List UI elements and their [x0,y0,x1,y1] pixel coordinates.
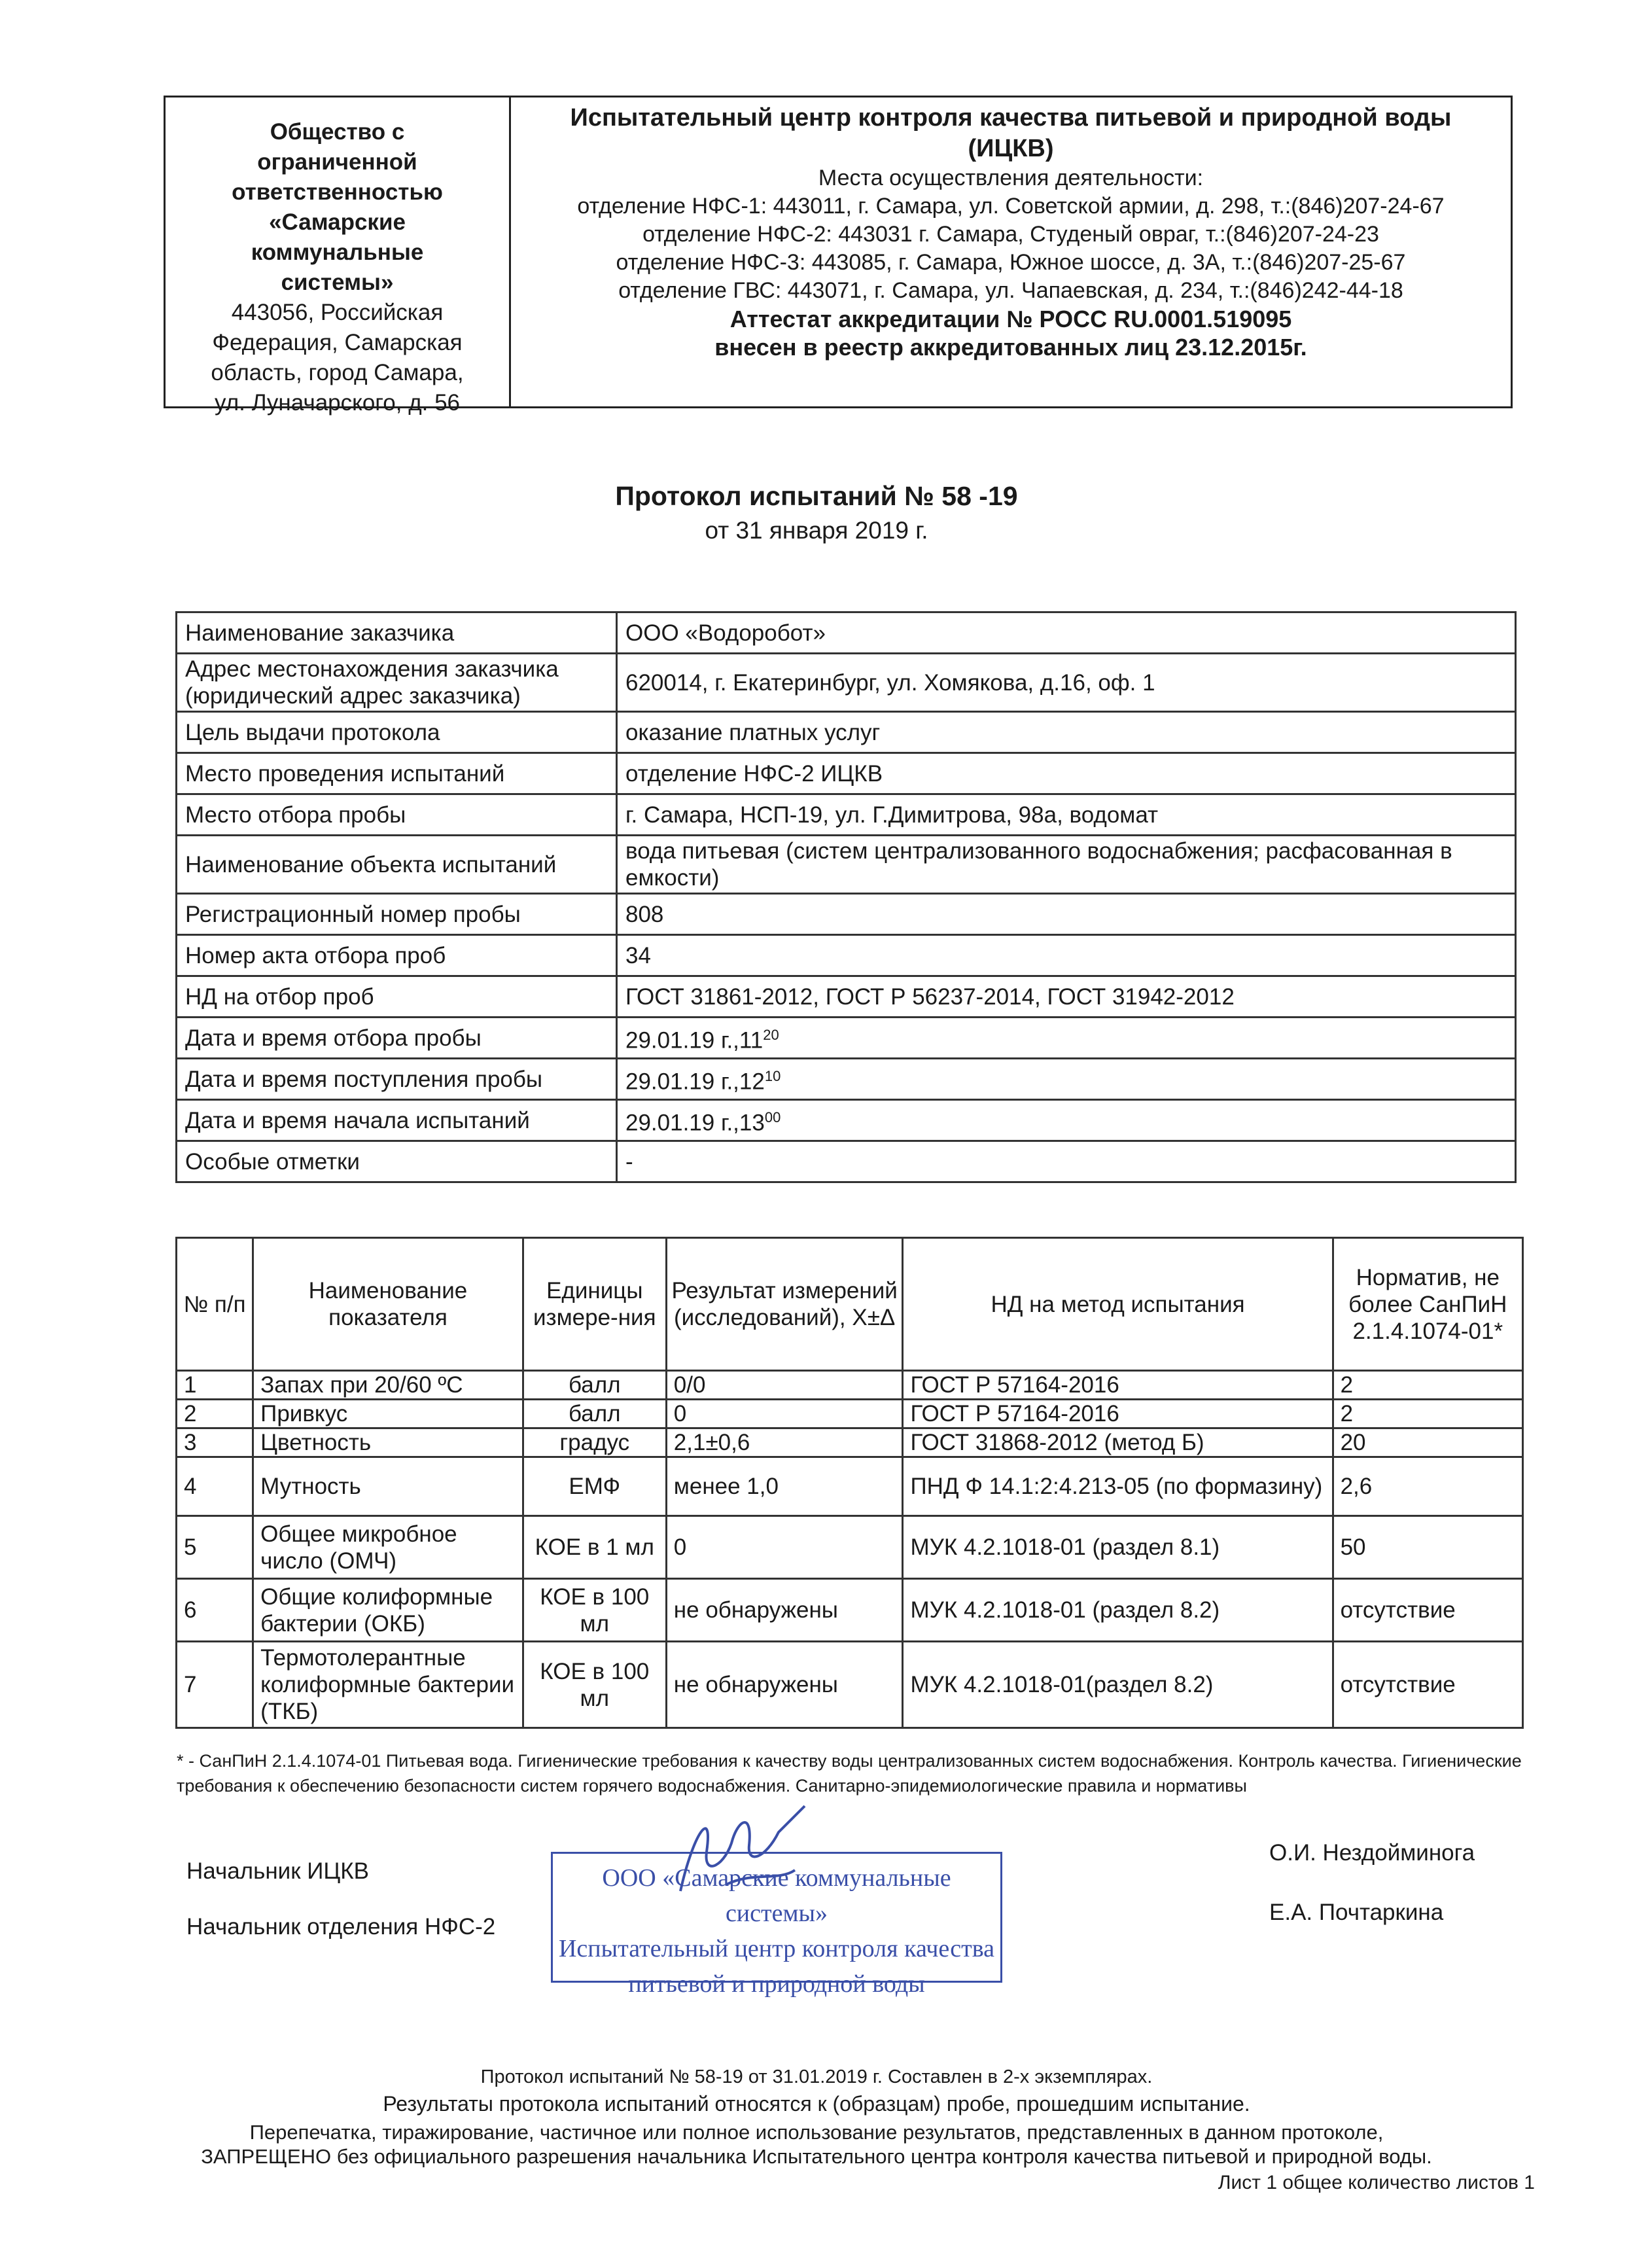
cell-unit: ЕМФ [523,1457,666,1516]
cell-result: не обнаружены [666,1642,903,1728]
org-line: ответственностью [232,179,443,205]
info-value: ГОСТ 31861-2012, ГОСТ Р 56237-2014, ГОСТ 31942-2012 [617,976,1516,1018]
activity-heading: Места осуществления деятельности: [818,166,1204,190]
info-row [177,1059,1516,1100]
time-minutes: 00 [764,1109,781,1126]
cell-name: Общее микробное число (ОМЧ) [253,1516,523,1579]
table-row [177,1516,1523,1579]
cell-name: Привкус [253,1400,523,1428]
info-value: 29.01.19 г.,12 [625,1069,765,1095]
cell-num: 7 [177,1642,253,1728]
info-value: г. Самара, НСП-19, ул. Г.Димитрова, 98а, водомат [617,794,1516,836]
table-row [177,1371,1523,1400]
protocol-date: от 31 января 2019 г. [705,517,928,544]
cell-unit: балл [523,1371,666,1400]
cell-norm: 50 [1333,1516,1522,1579]
header-num: № п/п [177,1238,253,1371]
info-value: 29.01.19 г.,11 [625,1027,764,1054]
info-value-cell [617,1100,1516,1141]
copyright-note: Перепечатка, тиражирование, частичное или полное использование результатов, представленных в данном протоколе, [249,2121,1384,2144]
results-header-row [177,1238,1523,1371]
cell-unit: КОЕ в 100 мл [523,1579,666,1642]
cell-norm: 2 [1333,1371,1522,1400]
info-value: вода питьевая (систем централизованного водоснабжения; расфасованная в емкости) [617,836,1516,894]
cell-method: ГОСТ 31868-2012 (метод Б) [903,1428,1333,1457]
info-value: - [617,1141,1516,1182]
info-row [177,712,1516,753]
letterhead [164,96,1513,416]
cell-unit: КОЕ в 100 мл [523,1642,666,1728]
cell-result: менее 1,0 [666,1457,903,1516]
results-note: Результаты протокола испытаний относятся к (образцам) пробе, прошедшим испытание. [383,2092,1250,2116]
department-line: отделение ГВС: 443071, г. Самара, ул. Чапаевская, д. 234, т.:(846)242-44-18 [618,278,1403,303]
info-row [177,1141,1516,1182]
info-row [177,753,1516,794]
cell-name: Общие колиформные бактерии (ОКБ) [253,1579,523,1642]
info-value: 620014, г. Екатеринбург, ул. Хомякова, д.16, оф. 1 [617,654,1516,712]
cell-name: Термотолерантные колиформные бактерии (ТКБ) [253,1642,523,1728]
info-row [177,654,1516,712]
head-title: Начальник ИЦКВ [186,1858,370,1884]
info-key: Особые отметки [177,1141,617,1182]
protocol-title: Протокол испытаний № 58 -19 [615,481,1018,511]
info-row [177,894,1516,935]
org-line: ограниченной [257,149,417,175]
cell-num: 5 [177,1516,253,1579]
sheet-counter: Лист 1 общее количество листов 1 [1218,2172,1535,2193]
cell-num: 3 [177,1428,253,1457]
cell-norm: отсутствие [1333,1579,1522,1642]
info-key: Место проведения испытаний [177,753,617,794]
cell-name: Цветность [253,1428,523,1457]
cell-unit: КОЕ в 1 мл [523,1516,666,1579]
table-row [177,1400,1523,1428]
prohibition-note: ЗАПРЕЩЕНО без официального разрешения начальника Испытательного центра контроля качества питьевой и природной воды. [201,2145,1432,2168]
header-unit: Единицы измере-ния [523,1238,666,1371]
info-value: ООО «Водоробот» [617,612,1516,654]
info-value-cell [617,1059,1516,1100]
info-value: 808 [617,894,1516,935]
info-key: Дата и время поступления пробы [177,1059,617,1100]
organization-block [166,97,511,416]
department-line: отделение НФС-3: 443085, г. Самара, Южное шоссе, д. 3А, т.:(846)207-25-67 [616,250,1406,275]
cell-norm: отсутствие [1333,1642,1522,1728]
test-center-title: Испытательный центр контроля качества питьевой и природной воды (ИЦКВ) [570,104,1452,162]
stamp-line: ООО «Самарские коммунальные системы» [602,1864,951,1927]
handwritten-signature [654,1793,824,1911]
address-line: Федерация, Самарская [212,330,463,355]
cell-method: ГОСТ Р 57164-2016 [903,1371,1333,1400]
info-key: Цель выдачи протокола [177,712,617,753]
organization-name [166,117,509,298]
table-row [177,1579,1523,1642]
info-key: Номер акта отбора проб [177,935,617,976]
cell-result: 2,1±0,6 [666,1428,903,1457]
address-line: 443056, Российская [231,300,444,325]
cell-name: Запах при 20/60 ºС [253,1371,523,1400]
time-minutes: 10 [764,1068,781,1085]
info-row [177,794,1516,836]
info-key: Адрес местонахождения заказчика (юридический адрес заказчика) [177,654,617,712]
header-result: Результат измерений (исследований), Х±Δ [666,1238,903,1371]
sanpin-footnote: * - СанПиН 2.1.4.1074-01 Питьевая вода. Гигиенические требования к качеству воды централизованных систем водоснабжения. Контроль качества. Гигиенические требования к обеспечению безопасности систем горячего водоснабжения. Санитарно-эпидемиологические правила и нормативы [177,1751,1522,1796]
results-table [175,1237,1524,1729]
cell-unit: градус [523,1428,666,1457]
info-key: Дата и время отбора пробы [177,1018,617,1059]
info-key: Наименование заказчика [177,612,617,654]
time-minutes: 20 [763,1027,779,1044]
cell-num: 1 [177,1371,253,1400]
head-name: О.И. Нездойминога [1269,1840,1475,1866]
cell-result: 0/0 [666,1371,903,1400]
info-row [177,935,1516,976]
info-value-cell [617,1018,1516,1059]
header-method: НД на метод испытания [903,1238,1333,1371]
info-key: Место отбора пробы [177,794,617,836]
org-line: «Самарские [269,209,406,235]
info-row [177,976,1516,1018]
cell-result: 0 [666,1400,903,1428]
info-row [177,836,1516,894]
address-line: ул. Луначарского, д. 56 [214,390,461,416]
copies-note: Протокол испытаний № 58-19 от 31.01.2019 г. Составлен в 2-х экземплярах. [480,2066,1153,2087]
org-line: Общество с [270,119,405,145]
cell-method: ГОСТ Р 57164-2016 [903,1400,1333,1428]
table-row [177,1457,1523,1516]
cell-result: не обнаружены [666,1579,903,1642]
header-name: Наименование показателя [253,1238,523,1371]
accreditation-line: Аттестат аккредитации № РОСС RU.0001.519095 [729,306,1292,332]
info-value: 34 [617,935,1516,976]
cell-norm: 20 [1333,1428,1522,1457]
info-key: НД на отбор проб [177,976,617,1018]
department-line: отделение НФС-2: 443031 г. Самара, Студеный овраг, т.:(846)207-24-23 [642,222,1379,247]
organization-address [166,298,509,418]
info-key: Наименование объекта испытаний [177,836,617,894]
table-row [177,1642,1523,1728]
table-row [177,1428,1523,1457]
cell-num: 4 [177,1457,253,1516]
cell-method: МУК 4.2.1018-01 (раздел 8.2) [903,1579,1333,1642]
cell-num: 6 [177,1579,253,1642]
cell-num: 2 [177,1400,253,1428]
dept-head-name: Е.А. Почтаркина [1269,1900,1444,1925]
sample-info-table [175,611,1517,1183]
cell-name: Мутность [253,1457,523,1516]
address-line: область, город Самара, [211,360,464,385]
department-line: отделение НФС-1: 443011, г. Самара, ул. Советской армии, д. 298, т.:(846)207-24-67 [577,194,1445,219]
info-key: Дата и время начала испытаний [177,1100,617,1141]
cell-method: ПНД Ф 14.1:2:4.213-05 (по формазину) [903,1457,1333,1516]
header-norm: Норматив, не более СанПиН 2.1.4.1074-01* [1333,1238,1522,1371]
info-key: Регистрационный номер пробы [177,894,617,935]
org-line: системы» [281,270,394,295]
cell-norm: 2 [1333,1400,1522,1428]
cell-method: МУК 4.2.1018-01(раздел 8.2) [903,1642,1333,1728]
info-row [177,1018,1516,1059]
info-row [177,612,1516,654]
cell-unit: балл [523,1400,666,1428]
info-row [177,1100,1516,1141]
cell-norm: 2,6 [1333,1457,1522,1516]
info-value: оказание платных услуг [617,712,1516,753]
registry-line: внесен в реестр аккредитованных лиц 23.12.2015г. [714,334,1307,361]
stamp-line: Испытательный центр контроля качества [558,1935,995,1962]
org-line: коммунальные [251,239,424,265]
cell-result: 0 [666,1516,903,1579]
stamp-line: питьевой и природной воды [628,1970,925,1998]
test-center-block [511,97,1511,406]
info-value: 29.01.19 г.,13 [625,1110,765,1136]
dept-head-title: Начальник отделения НФС-2 [186,1914,496,1940]
cell-method: МУК 4.2.1018-01 (раздел 8.1) [903,1516,1333,1579]
info-value: отделение НФС-2 ИЦКВ [617,753,1516,794]
